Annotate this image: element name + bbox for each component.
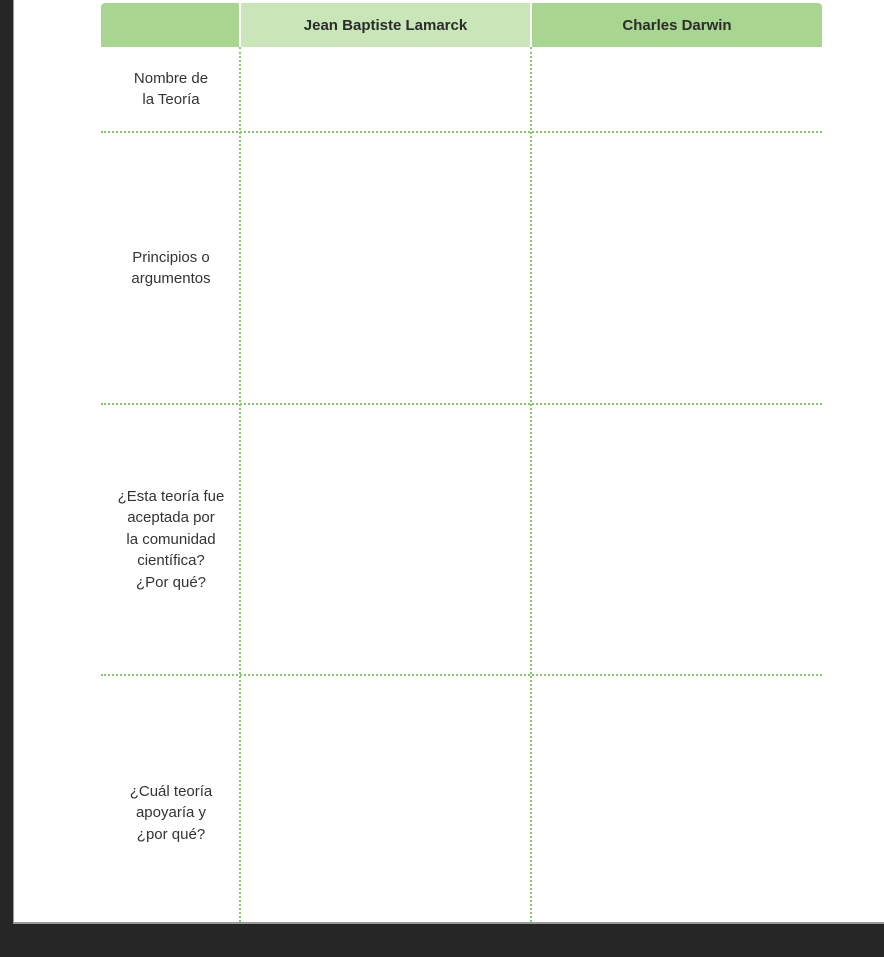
row-label-principios: Principios o argumentos	[131, 248, 211, 287]
cell-darwin-nombre[interactable]	[532, 47, 822, 131]
cell-lamarck-nombre[interactable]	[241, 47, 530, 131]
header-darwin: Charles Darwin	[532, 3, 822, 47]
row-label-nombre-teoria: Nombre de la Teoría	[133, 69, 209, 108]
cell-darwin-principios[interactable]	[532, 133, 822, 403]
header-blank-cell	[101, 3, 239, 47]
cell-lamarck-principios[interactable]	[241, 133, 530, 403]
cell-darwin-aceptada[interactable]	[532, 405, 822, 674]
cell-lamarck-aceptada[interactable]	[241, 405, 530, 674]
header-lamarck: Jean Baptiste Lamarck	[241, 3, 530, 47]
row-label-aceptada: ¿Esta teoría fue aceptada por la comunidad científica? ¿Por qué?	[117, 487, 225, 591]
cell-lamarck-apoyaria[interactable]	[241, 676, 530, 922]
document-page	[13, 0, 884, 924]
row-label-apoyaria: ¿Cuál teoría apoyaría y ¿por qué?	[129, 782, 213, 843]
comparison-table	[14, 0, 884, 922]
cell-darwin-apoyaria[interactable]	[532, 676, 822, 922]
